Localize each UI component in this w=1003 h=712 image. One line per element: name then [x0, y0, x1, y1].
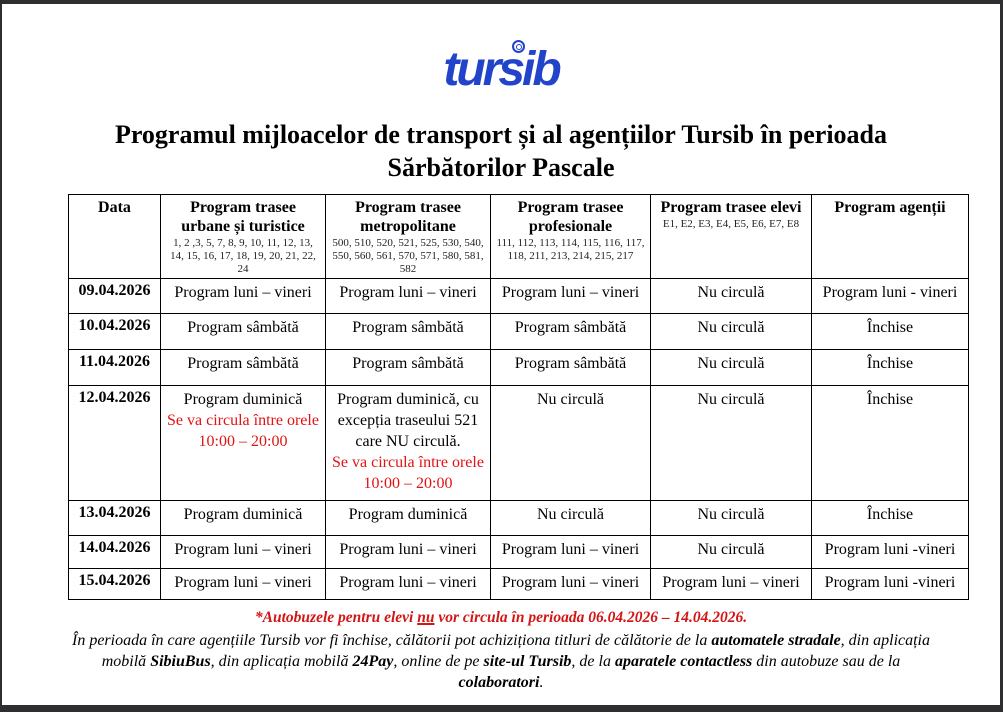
cell-text: Nu circulă — [536, 506, 605, 523]
table-row-easter — [69, 386, 969, 501]
cell-text: Program luni – vineri — [339, 541, 477, 558]
schedule-cell — [326, 350, 491, 386]
info-text: , din aplicația mobilă — [210, 653, 353, 670]
header-label: Data — [98, 199, 131, 216]
column-header-elevi — [651, 195, 812, 279]
schedule-cell — [812, 386, 969, 501]
column-header-agentii — [812, 195, 969, 279]
schedule-cell — [326, 569, 491, 600]
info-text: din autobuze sau de la — [752, 653, 901, 670]
schedule-cell — [491, 501, 651, 536]
tursib-logo-text: tursib — [443, 43, 559, 96]
header-label: Program trasee profesionale — [517, 199, 624, 235]
page-title-line2: Sărbătorilor Pascale — [387, 153, 615, 182]
header-routes: E1, E2, E3, E4, E5, E6, E7, E8 — [662, 218, 800, 230]
header-routes: 111, 112, 113, 114, 115, 116, 117, 118, 211, 213, 214, 215, 217 — [496, 237, 645, 262]
cell-text: Program luni – vineri — [501, 574, 640, 591]
table-row — [69, 569, 969, 600]
logo-container — [2, 44, 1000, 100]
schedule-cell — [651, 386, 812, 501]
schedule-cell — [326, 279, 491, 314]
schedule-cell — [161, 314, 326, 350]
date-cell: 14.04.2026 — [69, 536, 161, 569]
cell-text: Închise — [866, 391, 914, 408]
cell-text: Program luni – vineri — [174, 284, 312, 301]
cell-text: Program luni – vineri — [339, 284, 477, 301]
elevi-footnote — [2, 608, 1000, 627]
schedule-cell — [161, 536, 326, 569]
cell-text: Program luni -vineri — [824, 574, 956, 591]
cell-red-note: Se va circula între orele 10:00 – 20:00 — [332, 454, 484, 492]
cell-text: Program sâmbătă — [514, 319, 627, 336]
schedule-cell — [812, 350, 969, 386]
cell-text: Nu circulă — [697, 319, 765, 336]
cell-text: Program sâmbătă — [514, 355, 627, 372]
date-cell: 11.04.2026 — [69, 350, 161, 386]
cell-text: Program sâmbătă — [187, 355, 299, 372]
schedule-cell — [491, 350, 651, 386]
schedule-cell — [651, 314, 812, 350]
cell-text: Nu circulă — [697, 284, 765, 301]
logo-spiral-icon — [512, 40, 525, 53]
cell-text: Program luni – vineri — [501, 541, 640, 558]
schedule-cell — [651, 501, 812, 536]
schedule-table — [68, 194, 969, 600]
schedule-cell — [491, 279, 651, 314]
info-text-bold: SibiuBus — [150, 653, 211, 670]
cell-text: Program duminică — [348, 506, 468, 523]
schedule-cell — [491, 386, 651, 501]
schedule-cell — [651, 279, 812, 314]
column-header-profesionale — [491, 195, 651, 279]
info-text: , online de pe — [393, 653, 484, 670]
schedule-cell — [651, 350, 812, 386]
cell-text: Program luni – vineri — [339, 574, 477, 591]
schedule-cell — [812, 279, 969, 314]
schedule-cell — [491, 314, 651, 350]
cell-text: Nu circulă — [697, 506, 765, 523]
schedule-cell — [161, 569, 326, 600]
header-label: Program trasee metropolitane — [355, 199, 461, 235]
header-routes: 1, 2 ,3, 5, 7, 8, 9, 10, 11, 12, 13, 14, 15, 16, 17, 18, 19, 20, 21, 22, 24 — [170, 237, 316, 275]
info-text-bold: aparatele contactless — [614, 653, 753, 670]
info-text: În perioada în care agențiile Tursib vor fi închise, călătorii pot achiziționa titluri de călătorie de la — [71, 632, 712, 649]
page-title — [2, 118, 1000, 184]
column-header-data — [69, 195, 161, 279]
cell-text: Închise — [866, 506, 914, 523]
cell-text: Nu circulă — [697, 355, 765, 372]
cell-text: Program duminică, cu excepția traseului 521 care NU circulă. — [337, 391, 479, 450]
cell-text: Program luni - vineri — [822, 284, 958, 301]
info-text: , de la — [571, 653, 615, 670]
cell-text: Program luni -vineri — [824, 541, 956, 558]
info-text-bold: site-ul Tursib — [483, 653, 572, 670]
cell-text: Program luni – vineri — [174, 574, 312, 591]
info-text-bold: 24Pay — [352, 653, 394, 670]
cell-text: Program duminică — [183, 506, 303, 523]
schedule-cell — [812, 569, 969, 600]
schedule-cell — [651, 536, 812, 569]
footnote-prefix: *Autobuzele pentru elevi — [254, 609, 418, 626]
cell-text: Nu circulă — [697, 541, 765, 558]
cell-text: Program luni – vineri — [501, 284, 640, 301]
schedule-cell — [812, 536, 969, 569]
date-cell: 10.04.2026 — [69, 314, 161, 350]
table-row — [69, 314, 969, 350]
schedule-cell — [161, 386, 326, 501]
cell-text: Închise — [866, 355, 914, 372]
info-text: . — [539, 674, 544, 691]
info-paragraph — [62, 630, 940, 693]
cell-text: Program sâmbătă — [352, 355, 464, 372]
footnote-emphasis: nu — [417, 609, 435, 626]
header-label: Program agenții — [834, 199, 946, 216]
schedule-cell — [491, 569, 651, 600]
table-row — [69, 501, 969, 536]
cell-text: Program duminică — [183, 391, 303, 408]
date-cell: 09.04.2026 — [69, 279, 161, 314]
cell-text: Program sâmbătă — [352, 319, 464, 336]
tursib-logo — [443, 44, 558, 96]
info-text: , din aplicația mobilă — [101, 632, 930, 670]
schedule-cell — [326, 501, 491, 536]
header-label: Program trasee urbane și turistice — [181, 199, 305, 235]
header-label: Program trasee elevi — [660, 199, 802, 216]
schedule-cell — [161, 501, 326, 536]
info-text-bold: colaboratori — [458, 674, 540, 691]
page-title-line1: Programul mijloacelor de transport și al agențiilor Tursib în perioada — [114, 120, 888, 149]
table-row — [69, 350, 969, 386]
cell-red-note: Se va circula între orele 10:00 – 20:00 — [167, 412, 319, 450]
column-header-urbane — [161, 195, 326, 279]
schedule-cell — [326, 386, 491, 501]
schedule-cell — [161, 350, 326, 386]
date-cell: 12.04.2026 — [69, 386, 161, 501]
cell-text: Program luni – vineri — [662, 574, 800, 591]
header-routes: 500, 510, 520, 521, 525, 530, 540, 550, 560, 561, 570, 571, 580, 581, 582 — [332, 237, 484, 275]
cell-text: Program sâmbătă — [187, 319, 299, 336]
schedule-cell — [326, 314, 491, 350]
table-row — [69, 279, 969, 314]
schedule-cell — [491, 536, 651, 569]
footnote-suffix: vor circula în perioada 06.04.2026 – 14.04.2026. — [434, 609, 748, 626]
date-cell: 13.04.2026 — [69, 501, 161, 536]
schedule-cell — [161, 279, 326, 314]
cell-text: Nu circulă — [536, 391, 605, 408]
date-cell: 15.04.2026 — [69, 569, 161, 600]
column-header-metropolitane — [326, 195, 491, 279]
schedule-cell — [651, 569, 812, 600]
cell-text: Închise — [866, 319, 914, 336]
header-row — [69, 195, 969, 279]
table-row — [69, 536, 969, 569]
schedule-cell — [812, 501, 969, 536]
info-text-bold: automatele stradale — [711, 632, 841, 649]
document-page — [2, 4, 1000, 705]
cell-text: Program luni – vineri — [174, 541, 312, 558]
schedule-cell — [812, 314, 969, 350]
schedule-cell — [326, 536, 491, 569]
cell-text: Nu circulă — [697, 391, 765, 408]
